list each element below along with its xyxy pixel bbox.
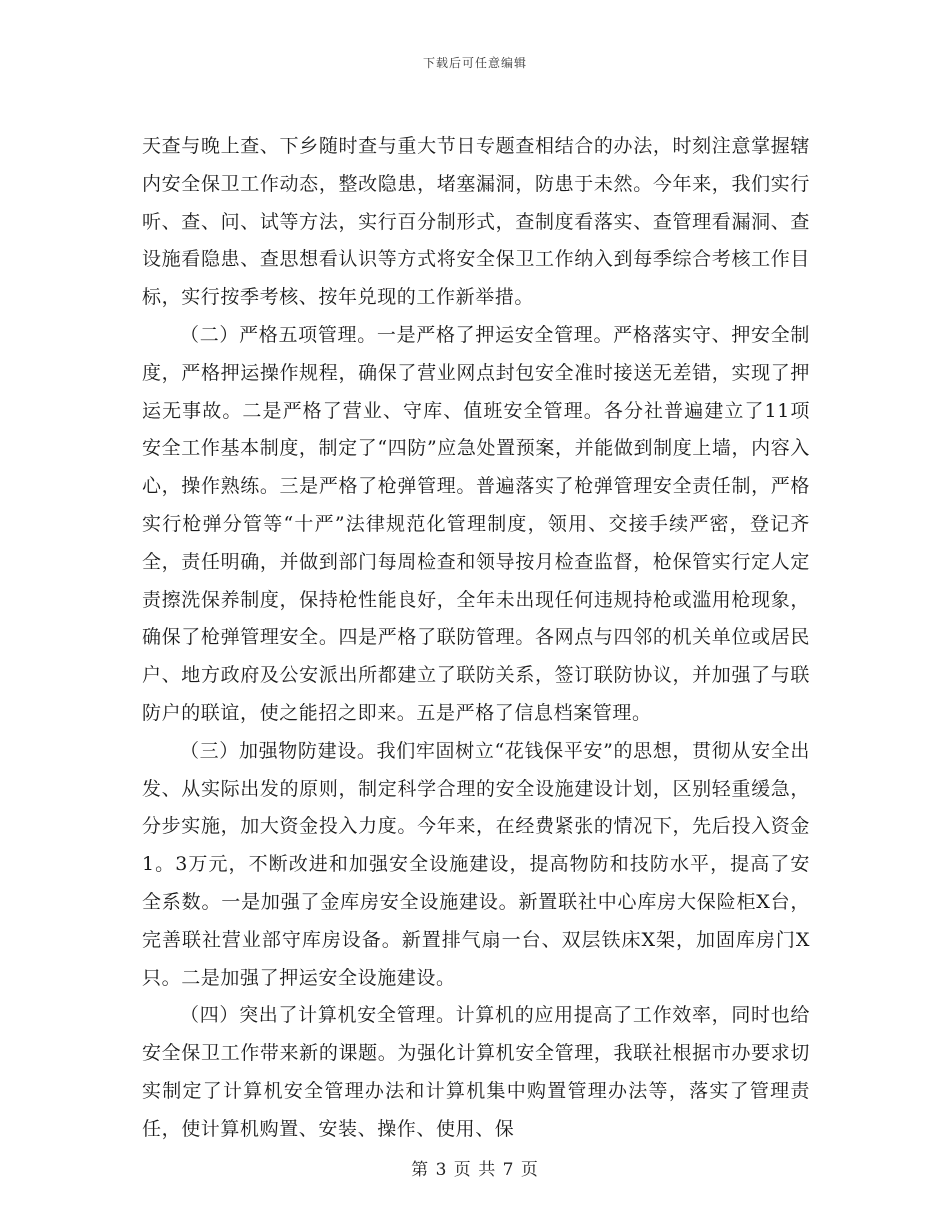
page-header: 下载后可任意编辑	[422, 56, 527, 70]
paragraph: 天查与晚上查、下乡随时查与重大节日专题查相结合的办法，时刻注意掌握辖内安全保卫工作动态，整改隐患，堵塞漏洞，防患于未然。今年来，我们实行听、查、问、试等方法，实行百分制形式，查制度看落实、查管理看漏洞、查设施看隐患、查思想看认识等方式将安全保卫工作纳入到每季综合考核工作目标，实行按季考核、按年兑现的工作新举措。	[142, 135, 810, 309]
document-body	[142, 128, 810, 1149]
paragraph: （四）突出了计算机安全管理。计算机的应用提高了工作效率，同时也给安全保卫工作带来新的课题。为强化计算机安全管理，我联社根据市办要求切实制定了计算机安全管理办法和计算机集中购置管理办法等，落实了管理责任，使计算机购置、安装、操作、使用、保	[142, 1004, 810, 1140]
page-footer: 第 3 页 共 7 页	[411, 1160, 539, 1180]
paragraph: （二）严格五项管理。一是严格了押运安全管理。严格落实守、押安全制度，严格押运操作规程，确保了营业网点封包安全准时接送无差错，实现了押运无事故。二是严格了营业、守库、值班安全管理。各分社普遍建立了11项安全工作基本制度，制定了“四防”应急处置预案，并能做到制度上墙，内容入心，操作熟练。三是严格了枪弹管理。普遍落实了枪弹管理安全责任制，严格实行枪弹分管等“十严”法律规范化管理制度，领用、交接手续严密，登记齐全，责任明确，并做到部门每周检查和领导按月检查监督，枪保管实行定人定责擦洗保养制度，保持枪性能良好，全年未出现任何违规持枪或滥用枪现象，确保了枪弹管理安全。四是严格了联防管理。各网点与四邻的机关单位或居民户、地方政府及公安派出所都建立了联防关系，签订联防协议，并加强了与联防户的联谊，使之能招之即来。五是严格了信息档案管理。	[142, 323, 810, 724]
paragraph: （三）加强物防建设。我们牢固树立“花钱保平安”的思想，贯彻从安全出发、从实际出发的原则，制定科学合理的安全设施建设计划，区别轻重缓急，分步实施，加大资金投入力度。今年来，在经费紧张的情况下，先后投入资金1。3万元，不断改进和加强安全设施建设，提高物防和技防水平，提高了安全系数。一是加强了金库房安全设施建设。新置联社中心库房大保险柜X台，完善联社营业部守库房设备。新置排气扇一台、双层铁床X架，加固库房门X只。二是加强了押运安全设施建设。	[142, 739, 810, 989]
